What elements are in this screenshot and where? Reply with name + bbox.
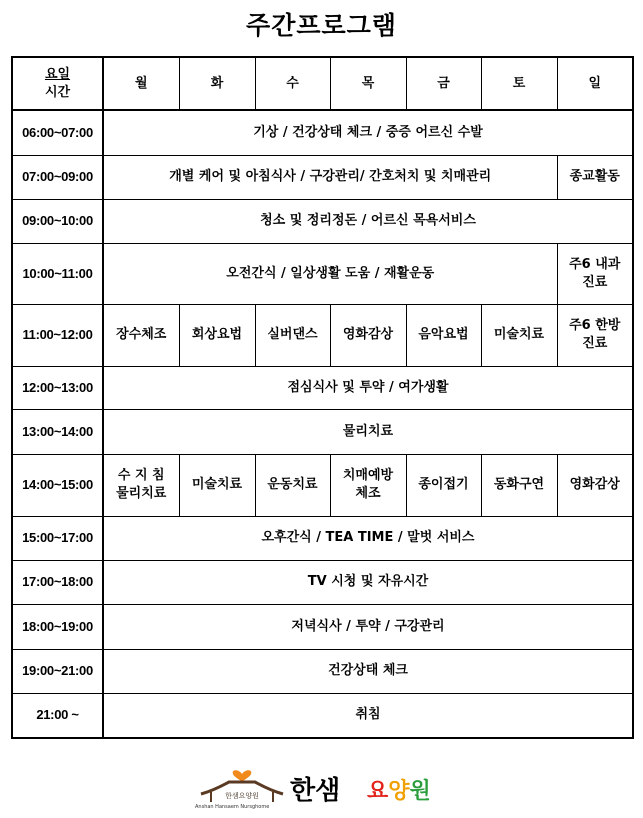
activity-cell: 개별 케어 및 아침식사 / 구강관리/ 간호처치 및 치매관리 <box>103 155 557 199</box>
activity-cell: 기상 / 건강상태 체크 / 중증 어르신 수발 <box>103 110 633 155</box>
day-header-fri: 금 <box>406 57 481 110</box>
table-row <box>12 693 633 738</box>
activity-cell-thu: 영화감상 <box>330 304 406 366</box>
activity-cell: 취침 <box>103 693 633 738</box>
corner-day-label: 요일 <box>44 66 71 82</box>
activity-cell: 청소 및 정리정돈 / 어르신 목욕서비스 <box>103 199 633 243</box>
activity-line: 물리치료 <box>116 486 167 501</box>
time-cell: 10:00~11:00 <box>12 243 103 304</box>
day-header-tue: 화 <box>179 57 255 110</box>
time-cell: 15:00~17:00 <box>12 516 103 560</box>
activity-line: 진료 <box>582 274 608 290</box>
activity-cell-tue: 미술치료 <box>179 454 255 516</box>
time-cell: 09:00~10:00 <box>12 199 103 243</box>
activity-cell: TV 시청 및 자유시간 <box>103 560 633 604</box>
activity-cell-mon <box>103 454 179 516</box>
logo-script-name: 한샘 <box>290 776 341 806</box>
activity-line: 진료 <box>582 336 608 351</box>
day-header-sun: 일 <box>557 57 633 110</box>
activity-cell-sunday: 종교활동 <box>557 155 633 199</box>
table-row <box>12 304 633 366</box>
activity-line: 수 지 침 <box>117 468 165 484</box>
activity-cell: 저녁식사 / 투약 / 구강관리 <box>103 604 633 649</box>
activity-cell-fri: 종이접기 <box>406 454 481 516</box>
time-cell: 12:00~13:00 <box>12 366 103 409</box>
table-row <box>12 366 633 409</box>
activity-cell-sunday <box>557 243 633 304</box>
table-row <box>12 604 633 649</box>
time-cell: 21:00 ~ <box>12 693 103 738</box>
time-cell: 11:00~12:00 <box>12 304 103 366</box>
activity-cell: 오전간식 / 일상생활 도움 / 재활운동 <box>103 243 557 304</box>
activity-line: 주6 내과 <box>569 256 621 272</box>
activity-cell: 점심식사 및 투약 / 여가생활 <box>103 366 633 409</box>
activity-cell: 물리치료 <box>103 409 633 454</box>
time-cell: 19:00~21:00 <box>12 649 103 693</box>
table-row <box>12 649 633 693</box>
time-cell: 14:00~15:00 <box>12 454 103 516</box>
day-header-sat: 토 <box>481 57 557 110</box>
nursing-home-logo <box>195 760 455 816</box>
logo-subtitle: Anshan Hansaem Nursghome <box>195 804 270 810</box>
activity-cell-sun: 영화감상 <box>557 454 633 516</box>
table-row <box>12 560 633 604</box>
time-cell: 06:00~07:00 <box>12 110 103 155</box>
activity-cell: 오후간식 / TEA TIME / 말벗 서비스 <box>103 516 633 560</box>
table-row <box>12 199 633 243</box>
activity-cell-sat: 동화구연 <box>481 454 557 516</box>
corner-time-label: 시간 <box>44 84 71 100</box>
activity-cell-wed: 운동치료 <box>255 454 330 516</box>
table-row <box>12 243 633 304</box>
activity-cell-sunday <box>557 304 633 366</box>
activity-line: 주6 한방 <box>569 318 621 334</box>
table-row <box>12 409 633 454</box>
svg-text:한샘요양원: 한샘요양원 <box>225 792 259 800</box>
page-title: 주간프로그램 <box>246 11 397 40</box>
day-header-wed: 수 <box>255 57 330 110</box>
time-cell: 17:00~18:00 <box>12 560 103 604</box>
corner-header <box>12 57 103 110</box>
table-row <box>12 155 633 199</box>
time-cell: 13:00~14:00 <box>12 409 103 454</box>
activity-cell-wed: 실버댄스 <box>255 304 330 366</box>
header-row <box>12 57 633 110</box>
table-row <box>12 110 633 155</box>
activity-line: 체조 <box>355 486 381 501</box>
time-cell: 18:00~19:00 <box>12 604 103 649</box>
activity-cell-tue: 회상요법 <box>179 304 255 366</box>
activity-cell-sat: 미술치료 <box>481 304 557 366</box>
roof-heart-emblem-icon <box>195 760 290 810</box>
day-header-thu: 목 <box>330 57 406 110</box>
activity-cell-mon: 장수체조 <box>103 304 179 366</box>
table-row <box>12 454 633 516</box>
day-header-mon: 월 <box>103 57 179 110</box>
activity-cell: 건강상태 체크 <box>103 649 633 693</box>
table-row <box>12 516 633 560</box>
logo-suffix: 요양원 <box>367 779 431 804</box>
activity-line: 치매예방 <box>342 468 394 484</box>
weekly-schedule-table <box>11 56 634 739</box>
activity-cell-thu <box>330 454 406 516</box>
time-cell: 07:00~09:00 <box>12 155 103 199</box>
activity-cell-fri: 음악요법 <box>406 304 481 366</box>
